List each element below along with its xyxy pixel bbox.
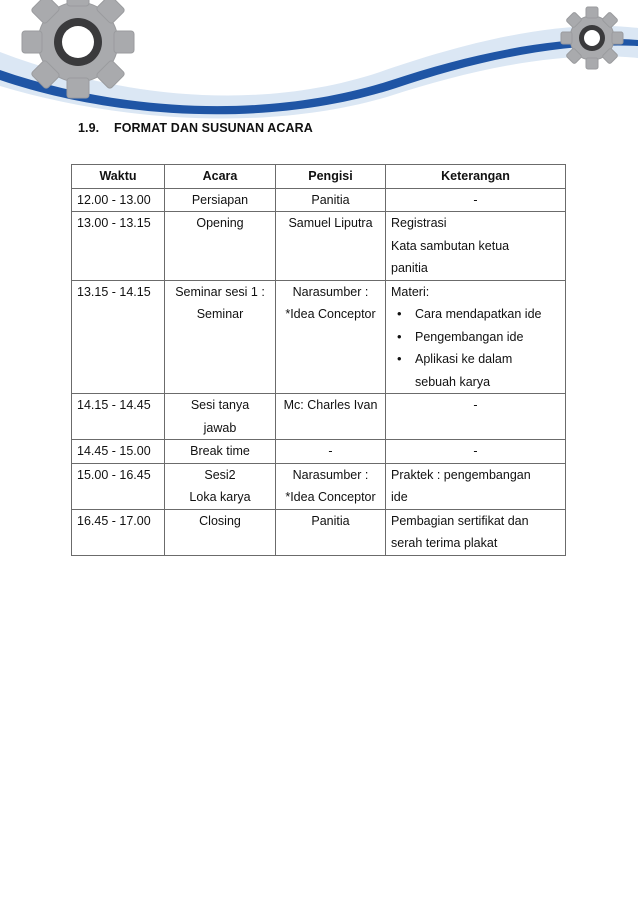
cell-acara: Closing: [165, 509, 276, 555]
cell-pengisi: Mc: Charles Ivan: [276, 394, 386, 440]
cell-keterangan: Pembagian sertifikat dan serah terima plakat: [386, 509, 566, 555]
cell-pengisi: Narasumber : *Idea Conceptor: [276, 280, 386, 394]
cell-waktu: 13.00 - 13.15: [72, 212, 165, 281]
list-item: • Aplikasi ke dalam: [391, 348, 560, 371]
header-pengisi: Pengisi: [276, 165, 386, 189]
cell-waktu: 13.15 - 14.15: [72, 280, 165, 394]
cell-keterangan: Materi: • Cara mendapatkan ide • Pengembangan ide • Aplikasi ke dalam sebuah karya: [386, 280, 566, 394]
table-header-row: [72, 165, 566, 189]
cell-waktu: 15.00 - 16.45: [72, 463, 165, 509]
cell-keterangan: -: [386, 188, 566, 212]
table-row: [72, 188, 566, 212]
cell-acara: Break time: [165, 440, 276, 464]
cell-pengisi: Panitia: [276, 188, 386, 212]
gear-icon: [561, 7, 623, 69]
cell-pengisi: Narasumber : *Idea Conceptor: [276, 463, 386, 509]
cell-keterangan: -: [386, 394, 566, 440]
section-number: 1.9.: [78, 121, 100, 135]
list-item-continuation: sebuah karya: [415, 374, 491, 389]
cell-pengisi: Panitia: [276, 509, 386, 555]
header-keterangan: Keterangan: [386, 165, 566, 189]
cell-acara: Sesi2 Loka karya: [165, 463, 276, 509]
table-row: [72, 509, 566, 555]
cell-waktu: 16.45 - 17.00: [72, 509, 165, 555]
header-waktu: Waktu: [72, 165, 165, 189]
cell-keterangan: Registrasi Kata sambutan ketua panitia: [386, 212, 566, 281]
table-row: [72, 212, 566, 281]
cell-pengisi: Samuel Liputra: [276, 212, 386, 281]
cell-acara: Seminar sesi 1 : Seminar: [165, 280, 276, 394]
cell-waktu: 12.00 - 13.00: [72, 188, 165, 212]
cell-acara: Sesi tanya jawab: [165, 394, 276, 440]
cell-waktu: 14.15 - 14.45: [72, 394, 165, 440]
cell-waktu: 14.45 - 15.00: [72, 440, 165, 464]
cell-keterangan: -: [386, 440, 566, 464]
list-item: • Pengembangan ide: [391, 326, 560, 349]
materi-list: [391, 303, 560, 393]
header-decoration: [0, 0, 638, 120]
cell-acara: Opening: [165, 212, 276, 281]
cell-pengisi: -: [276, 440, 386, 464]
section-title: FORMAT DAN SUSUNAN ACARA: [114, 121, 313, 135]
table-row: [72, 280, 566, 394]
table-row: [72, 440, 566, 464]
cell-keterangan: Praktek : pengembangan ide: [386, 463, 566, 509]
list-item: • Cara mendapatkan ide: [391, 303, 560, 326]
table-row: [72, 463, 566, 509]
header-acara: Acara: [165, 165, 276, 189]
section-heading: [78, 121, 313, 135]
schedule-table: [71, 164, 566, 556]
cell-acara: Persiapan: [165, 188, 276, 212]
table-row: [72, 394, 566, 440]
